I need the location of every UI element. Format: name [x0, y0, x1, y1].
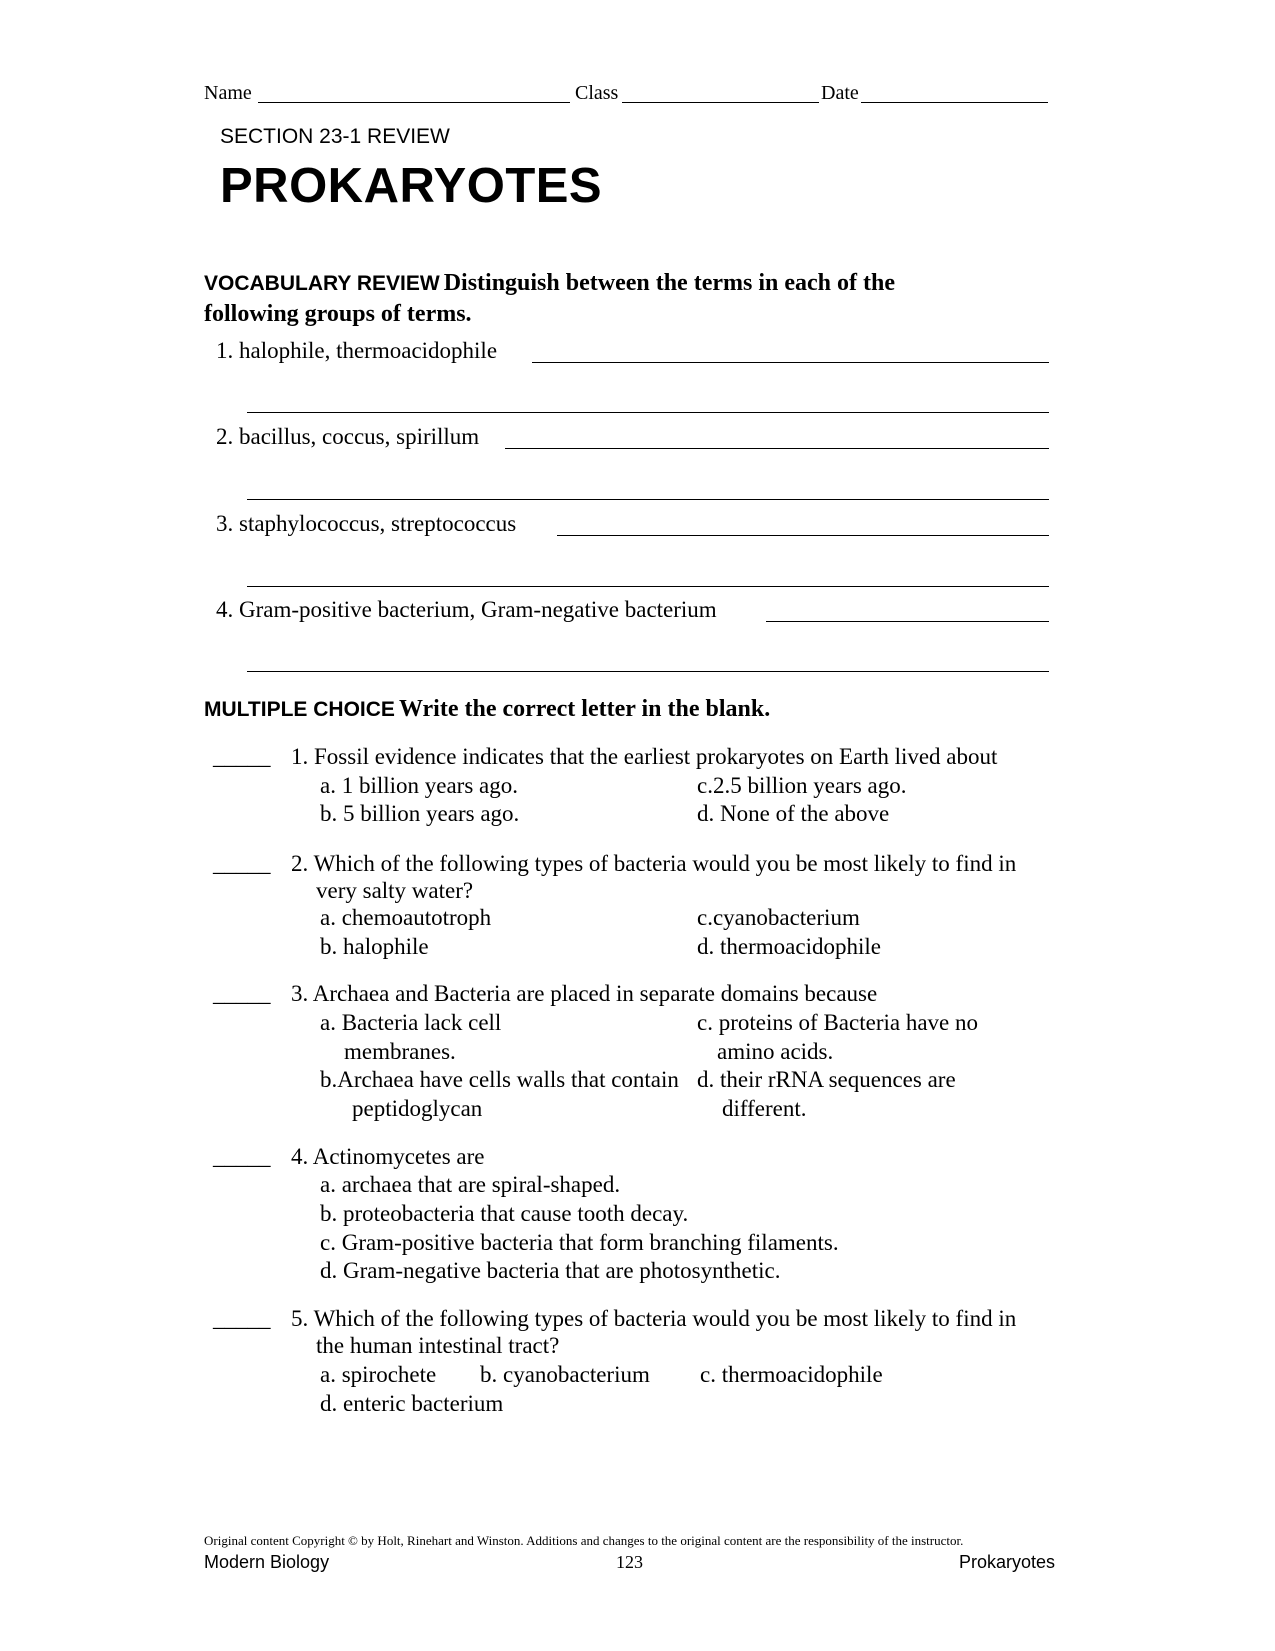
vocab-instructions: Distinguish between the terms in each of the	[443, 270, 895, 296]
q2-option-c: c.cyanobacterium	[697, 905, 860, 930]
page-title: PROKARYOTES	[220, 159, 603, 213]
q3-option-c: c. proteins of Bacteria have no	[697, 1010, 978, 1035]
q3-option-a: a. Bacteria lack cell	[320, 1010, 502, 1035]
vocab-heading-line	[204, 270, 895, 297]
vocab-item-1: 1. halophile, thermoacidophile	[216, 338, 498, 363]
class-label: Class	[575, 82, 619, 104]
question-1: 1. Fossil evidence indicates that the earliest prokaryotes on Earth lived about	[291, 744, 998, 769]
mc-heading-line	[204, 696, 770, 723]
question-3: 3. Archaea and Bacteria are placed in separate domains because	[291, 981, 878, 1006]
question-2-cont: very salty water?	[316, 878, 474, 903]
vocab-answer-2a[interactable]	[505, 448, 1049, 449]
q3-option-b-cont: peptidoglycan	[352, 1096, 483, 1121]
q4-option-d: d. Gram-negative bacteria that are photosynthetic.	[320, 1258, 781, 1283]
name-blank[interactable]	[258, 102, 570, 103]
vocab-answer-4a[interactable]	[766, 621, 1049, 622]
vocab-answer-2b[interactable]	[247, 499, 1049, 500]
vocab-item-2: 2. bacillus, coccus, spirillum	[216, 424, 480, 449]
vocab-answer-3b[interactable]	[247, 586, 1049, 587]
answer-blank-q5[interactable]: _____	[213, 1306, 271, 1331]
q5-option-c: c. thermoacidophile	[700, 1362, 883, 1387]
answer-blank-q1[interactable]: _____	[213, 744, 271, 769]
mc-heading: MULTIPLE CHOICE	[204, 698, 395, 721]
date-label: Date	[821, 82, 859, 104]
q5-option-a: a. spirochete	[320, 1362, 437, 1387]
section-label: SECTION 23-1 REVIEW	[220, 125, 450, 148]
footer-book-title: Modern Biology	[204, 1552, 330, 1572]
vocab-item-4: 4. Gram-positive bacterium, Gram-negative bacterium	[216, 597, 717, 622]
vocab-answer-1b[interactable]	[247, 412, 1049, 413]
answer-blank-q3[interactable]: _____	[213, 981, 271, 1006]
class-blank[interactable]	[622, 102, 819, 103]
q3-option-c-cont: amino acids.	[717, 1039, 834, 1064]
q1-option-a: a. 1 billion years ago.	[320, 773, 519, 798]
q1-option-c: c.2.5 billion years ago.	[697, 773, 907, 798]
answer-blank-q2[interactable]: _____	[213, 851, 271, 876]
q1-option-d: d. None of the above	[697, 801, 890, 826]
q3-option-b: b.Archaea have cells walls that contain	[320, 1067, 679, 1092]
name-label: Name	[204, 82, 252, 104]
date-blank[interactable]	[861, 102, 1048, 103]
vocab-answer-4b[interactable]	[247, 671, 1049, 672]
q3-option-d-cont: different.	[722, 1096, 807, 1121]
vocab-item-3: 3. staphylococcus, streptococcus	[216, 511, 517, 536]
vocab-heading: VOCABULARY REVIEW	[204, 272, 440, 295]
footer-chapter: Prokaryotes	[958, 1552, 1055, 1572]
answer-blank-q4[interactable]: _____	[213, 1144, 271, 1169]
q5-option-b: b. cyanobacterium	[480, 1362, 650, 1387]
q2-option-a: a. chemoautotroph	[320, 905, 492, 930]
q5-option-d: d. enteric bacterium	[320, 1391, 504, 1416]
vocab-instructions-cont: following groups of terms.	[204, 301, 472, 327]
question-5: 5. Which of the following types of bacteria would you be most likely to find in	[291, 1306, 1017, 1331]
q3-option-a-cont: membranes.	[344, 1039, 456, 1064]
question-4: 4. Actinomycetes are	[291, 1144, 485, 1169]
mc-instructions: Write the correct letter in the blank.	[398, 696, 771, 722]
q2-option-d: d. thermoacidophile	[697, 934, 881, 959]
question-2: 2. Which of the following types of bacteria would you be most likely to find in	[291, 851, 1017, 876]
q4-option-c: c. Gram-positive bacteria that form branching filaments.	[320, 1230, 839, 1255]
question-5-cont: the human intestinal tract?	[316, 1333, 560, 1358]
q4-option-a: a. archaea that are spiral-shaped.	[320, 1172, 621, 1197]
q1-option-b: b. 5 billion years ago.	[320, 801, 520, 826]
vocab-answer-1a[interactable]	[532, 362, 1049, 363]
q2-option-b: b. halophile	[320, 934, 429, 959]
page-number: 123	[616, 1552, 643, 1572]
copyright-notice: Original content Copyright © by Holt, Rinehart and Winston. Additions and changes to the original content are the responsibility of the instructor.	[204, 1533, 964, 1548]
q4-option-b: b. proteobacteria that cause tooth decay.	[320, 1201, 689, 1226]
vocab-answer-3a[interactable]	[557, 535, 1049, 536]
q3-option-d: d. their rRNA sequences are	[697, 1067, 956, 1092]
